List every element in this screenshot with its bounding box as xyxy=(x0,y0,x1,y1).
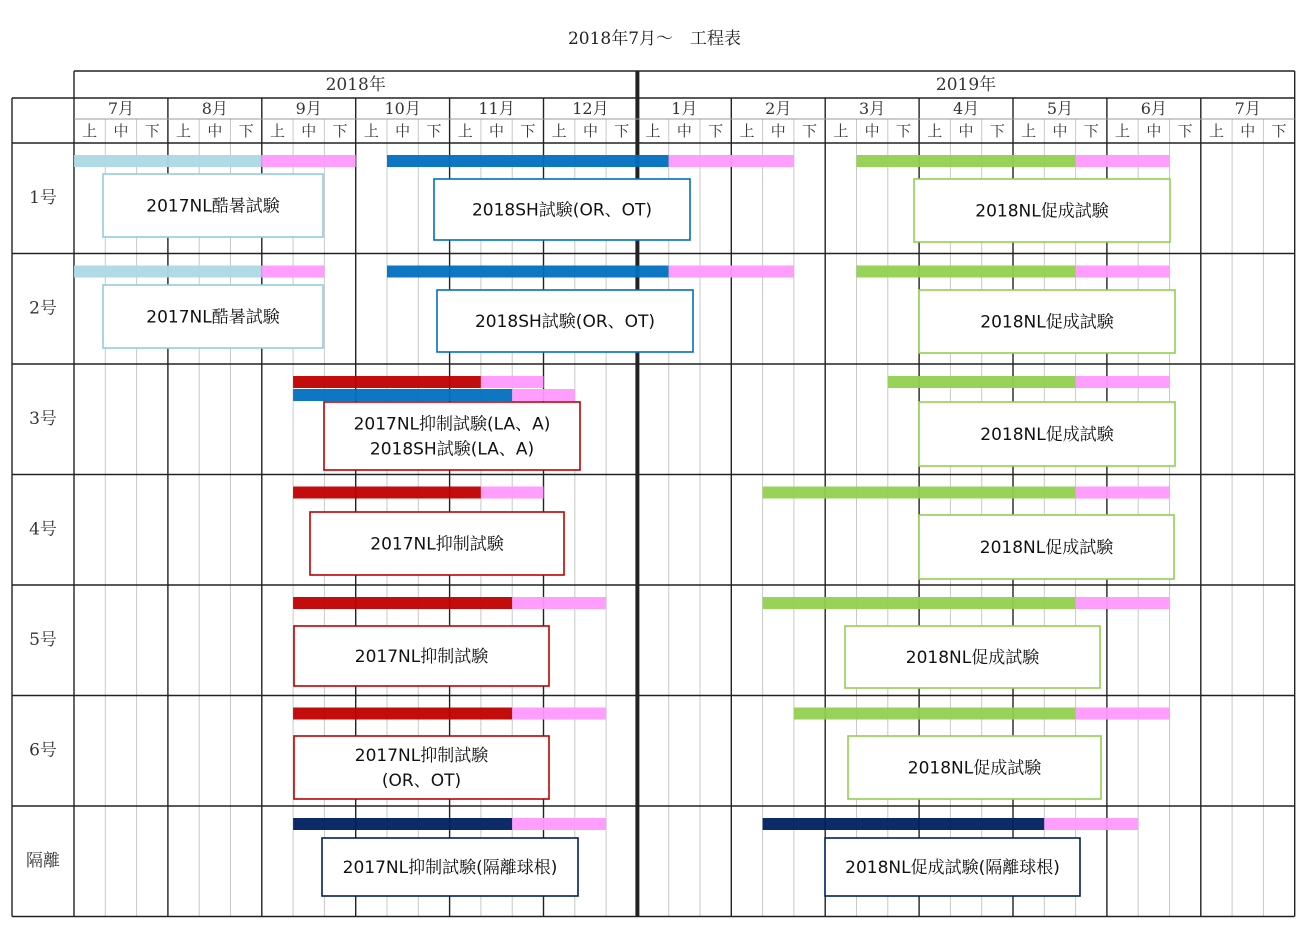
task-bar xyxy=(262,266,325,278)
task-bar xyxy=(794,708,1076,720)
period-label: 上 xyxy=(363,122,379,140)
task-bar xyxy=(1044,818,1138,830)
period-label: 中 xyxy=(676,122,692,140)
period-label: 中 xyxy=(958,122,974,140)
month-label: 12月 xyxy=(572,99,609,118)
task-label-box xyxy=(324,402,580,470)
period-label: 下 xyxy=(1083,122,1099,140)
task-bar xyxy=(669,266,794,278)
task-bar xyxy=(857,266,1076,278)
period-label: 下 xyxy=(1271,122,1287,140)
task-bar xyxy=(293,487,481,499)
task-label-box xyxy=(845,626,1100,688)
period-label: 下 xyxy=(426,122,442,140)
period-label: 中 xyxy=(1146,122,1162,140)
task-bar xyxy=(512,597,606,609)
task-bar xyxy=(293,818,512,830)
task-label-box xyxy=(434,179,690,240)
label-box-text: 2017NL抑制試験 xyxy=(370,534,504,555)
task-bar xyxy=(512,708,606,720)
label-box-text: 2017NL酷暑試験 xyxy=(146,307,280,328)
month-label: 6月 xyxy=(1140,99,1167,118)
period-label: 下 xyxy=(332,122,348,140)
task-label-box xyxy=(294,626,549,686)
task-label-box xyxy=(919,290,1175,353)
month-label: 11月 xyxy=(478,99,515,118)
period-label: 中 xyxy=(864,122,880,140)
month-label: 8月 xyxy=(201,99,228,118)
label-box-text: 2018SH試験(OR、OT) xyxy=(474,312,656,332)
row-label: 4号 xyxy=(29,519,57,540)
period-label: 上 xyxy=(1021,122,1037,140)
row-label: 6号 xyxy=(29,740,57,761)
task-label-box xyxy=(914,179,1170,242)
task-label-box xyxy=(294,736,549,799)
period-label: 上 xyxy=(645,122,661,140)
task-label-box xyxy=(103,174,323,237)
month-label: 7月 xyxy=(1234,99,1261,118)
task-bar xyxy=(512,818,606,830)
period-label: 下 xyxy=(1177,122,1193,140)
period-label: 上 xyxy=(927,122,943,140)
task-bar xyxy=(74,266,262,278)
period-label: 下 xyxy=(802,122,818,140)
row-label: 3号 xyxy=(29,408,57,429)
label-box-text: 2018SH試験(OR、OT) xyxy=(471,200,653,221)
task-bar xyxy=(387,155,669,167)
task-bar xyxy=(481,376,544,388)
task-bar xyxy=(324,155,355,167)
month-label: 9月 xyxy=(295,99,322,118)
task-label-box xyxy=(919,402,1175,466)
month-label: 1月 xyxy=(671,99,698,118)
period-label: 上 xyxy=(1208,122,1224,140)
label-box-text: 2018NL促成試験(隔離球根) xyxy=(845,858,1060,878)
period-label: 中 xyxy=(113,122,129,140)
period-label: 中 xyxy=(489,122,505,140)
task-bar xyxy=(387,266,669,278)
period-label: 下 xyxy=(238,122,254,140)
task-bar xyxy=(293,597,512,609)
period-label: 中 xyxy=(1052,122,1068,140)
task-label-box xyxy=(919,515,1174,579)
task-bar xyxy=(481,487,544,499)
label-box-text: 2018NL促成試験 xyxy=(980,312,1114,333)
task-bar xyxy=(1076,155,1170,167)
task-label-box xyxy=(437,290,693,352)
task-bar xyxy=(293,376,481,388)
period-label: 上 xyxy=(739,122,755,140)
label-box-text: 2018NL促成試験 xyxy=(980,425,1114,445)
label-box-text: 2017NL酷暑試験 xyxy=(146,196,280,217)
label-box-text: 2018NL促成試験 xyxy=(905,648,1040,668)
task-bar xyxy=(1076,376,1170,388)
month-label: 10月 xyxy=(384,99,421,118)
period-label: 中 xyxy=(207,122,223,140)
month-label: 4月 xyxy=(952,99,980,118)
month-label: 2月 xyxy=(765,99,792,118)
label-box-text: 2017NL抑制試験 xyxy=(354,647,489,667)
label-box-frame xyxy=(324,402,580,470)
task-bar xyxy=(74,155,262,167)
period-label: 中 xyxy=(770,122,786,140)
task-bar xyxy=(763,597,1076,609)
period-label: 上 xyxy=(176,122,192,140)
label-box-text: 2017NL抑制試験 xyxy=(354,746,489,766)
task-bar xyxy=(888,376,1076,388)
page-title: 2018年7月～ 工程表 xyxy=(567,29,742,49)
period-label: 上 xyxy=(457,122,473,140)
label-box-text: 2017NL抑制試験(隔離球根) xyxy=(342,858,558,878)
task-bar xyxy=(1076,266,1170,278)
task-label-box xyxy=(310,512,564,575)
period-label: 上 xyxy=(833,122,849,140)
label-box-text: 2018NL促成試験 xyxy=(979,538,1114,558)
period-label: 上 xyxy=(269,122,285,140)
task-bar xyxy=(669,155,794,167)
period-label: 中 xyxy=(1240,122,1256,140)
period-label: 中 xyxy=(301,122,317,140)
task-label-box xyxy=(848,736,1101,799)
period-label: 下 xyxy=(144,122,160,140)
label-box-text: 2017NL抑制試験(LA、A) xyxy=(353,414,551,435)
task-label-box xyxy=(825,838,1080,896)
label-box-text: 2018NL促成試験 xyxy=(975,201,1109,222)
task-bar xyxy=(293,389,512,401)
period-label: 中 xyxy=(395,122,411,140)
period-label: 上 xyxy=(82,122,98,140)
month-label: 3月 xyxy=(859,99,886,118)
task-bar xyxy=(1076,708,1170,720)
label-box-text: 2018SH試験(LA、A) xyxy=(369,439,535,460)
period-label: 下 xyxy=(989,122,1005,140)
row-label: 2号 xyxy=(29,298,57,319)
task-bar xyxy=(763,818,1045,830)
row-label: 5号 xyxy=(29,629,57,650)
task-bar xyxy=(262,155,325,167)
task-bar xyxy=(1076,487,1170,499)
task-bar xyxy=(857,155,1076,167)
label-box-text: 2018NL促成試験 xyxy=(907,758,1042,779)
task-bar xyxy=(293,708,512,720)
period-label: 下 xyxy=(895,122,911,140)
year-label: 2018年 xyxy=(325,75,386,95)
month-label: 5月 xyxy=(1046,99,1074,118)
period-label: 上 xyxy=(551,122,567,140)
month-label: 7月 xyxy=(107,99,135,118)
task-bar xyxy=(763,487,1076,499)
task-bar xyxy=(512,389,575,401)
task-bar xyxy=(1076,597,1170,609)
task-label-box xyxy=(322,838,578,896)
task-label-box xyxy=(103,285,323,348)
period-label: 下 xyxy=(520,122,536,140)
period-label: 上 xyxy=(1115,122,1131,140)
period-label: 下 xyxy=(708,122,724,140)
label-box-text: (OR、OT) xyxy=(381,771,462,791)
period-label: 中 xyxy=(582,122,598,140)
period-label: 下 xyxy=(614,122,630,140)
row-label: 1号 xyxy=(29,187,57,208)
year-label: 2019年 xyxy=(935,75,997,95)
row-label: 隔離 xyxy=(26,850,60,871)
